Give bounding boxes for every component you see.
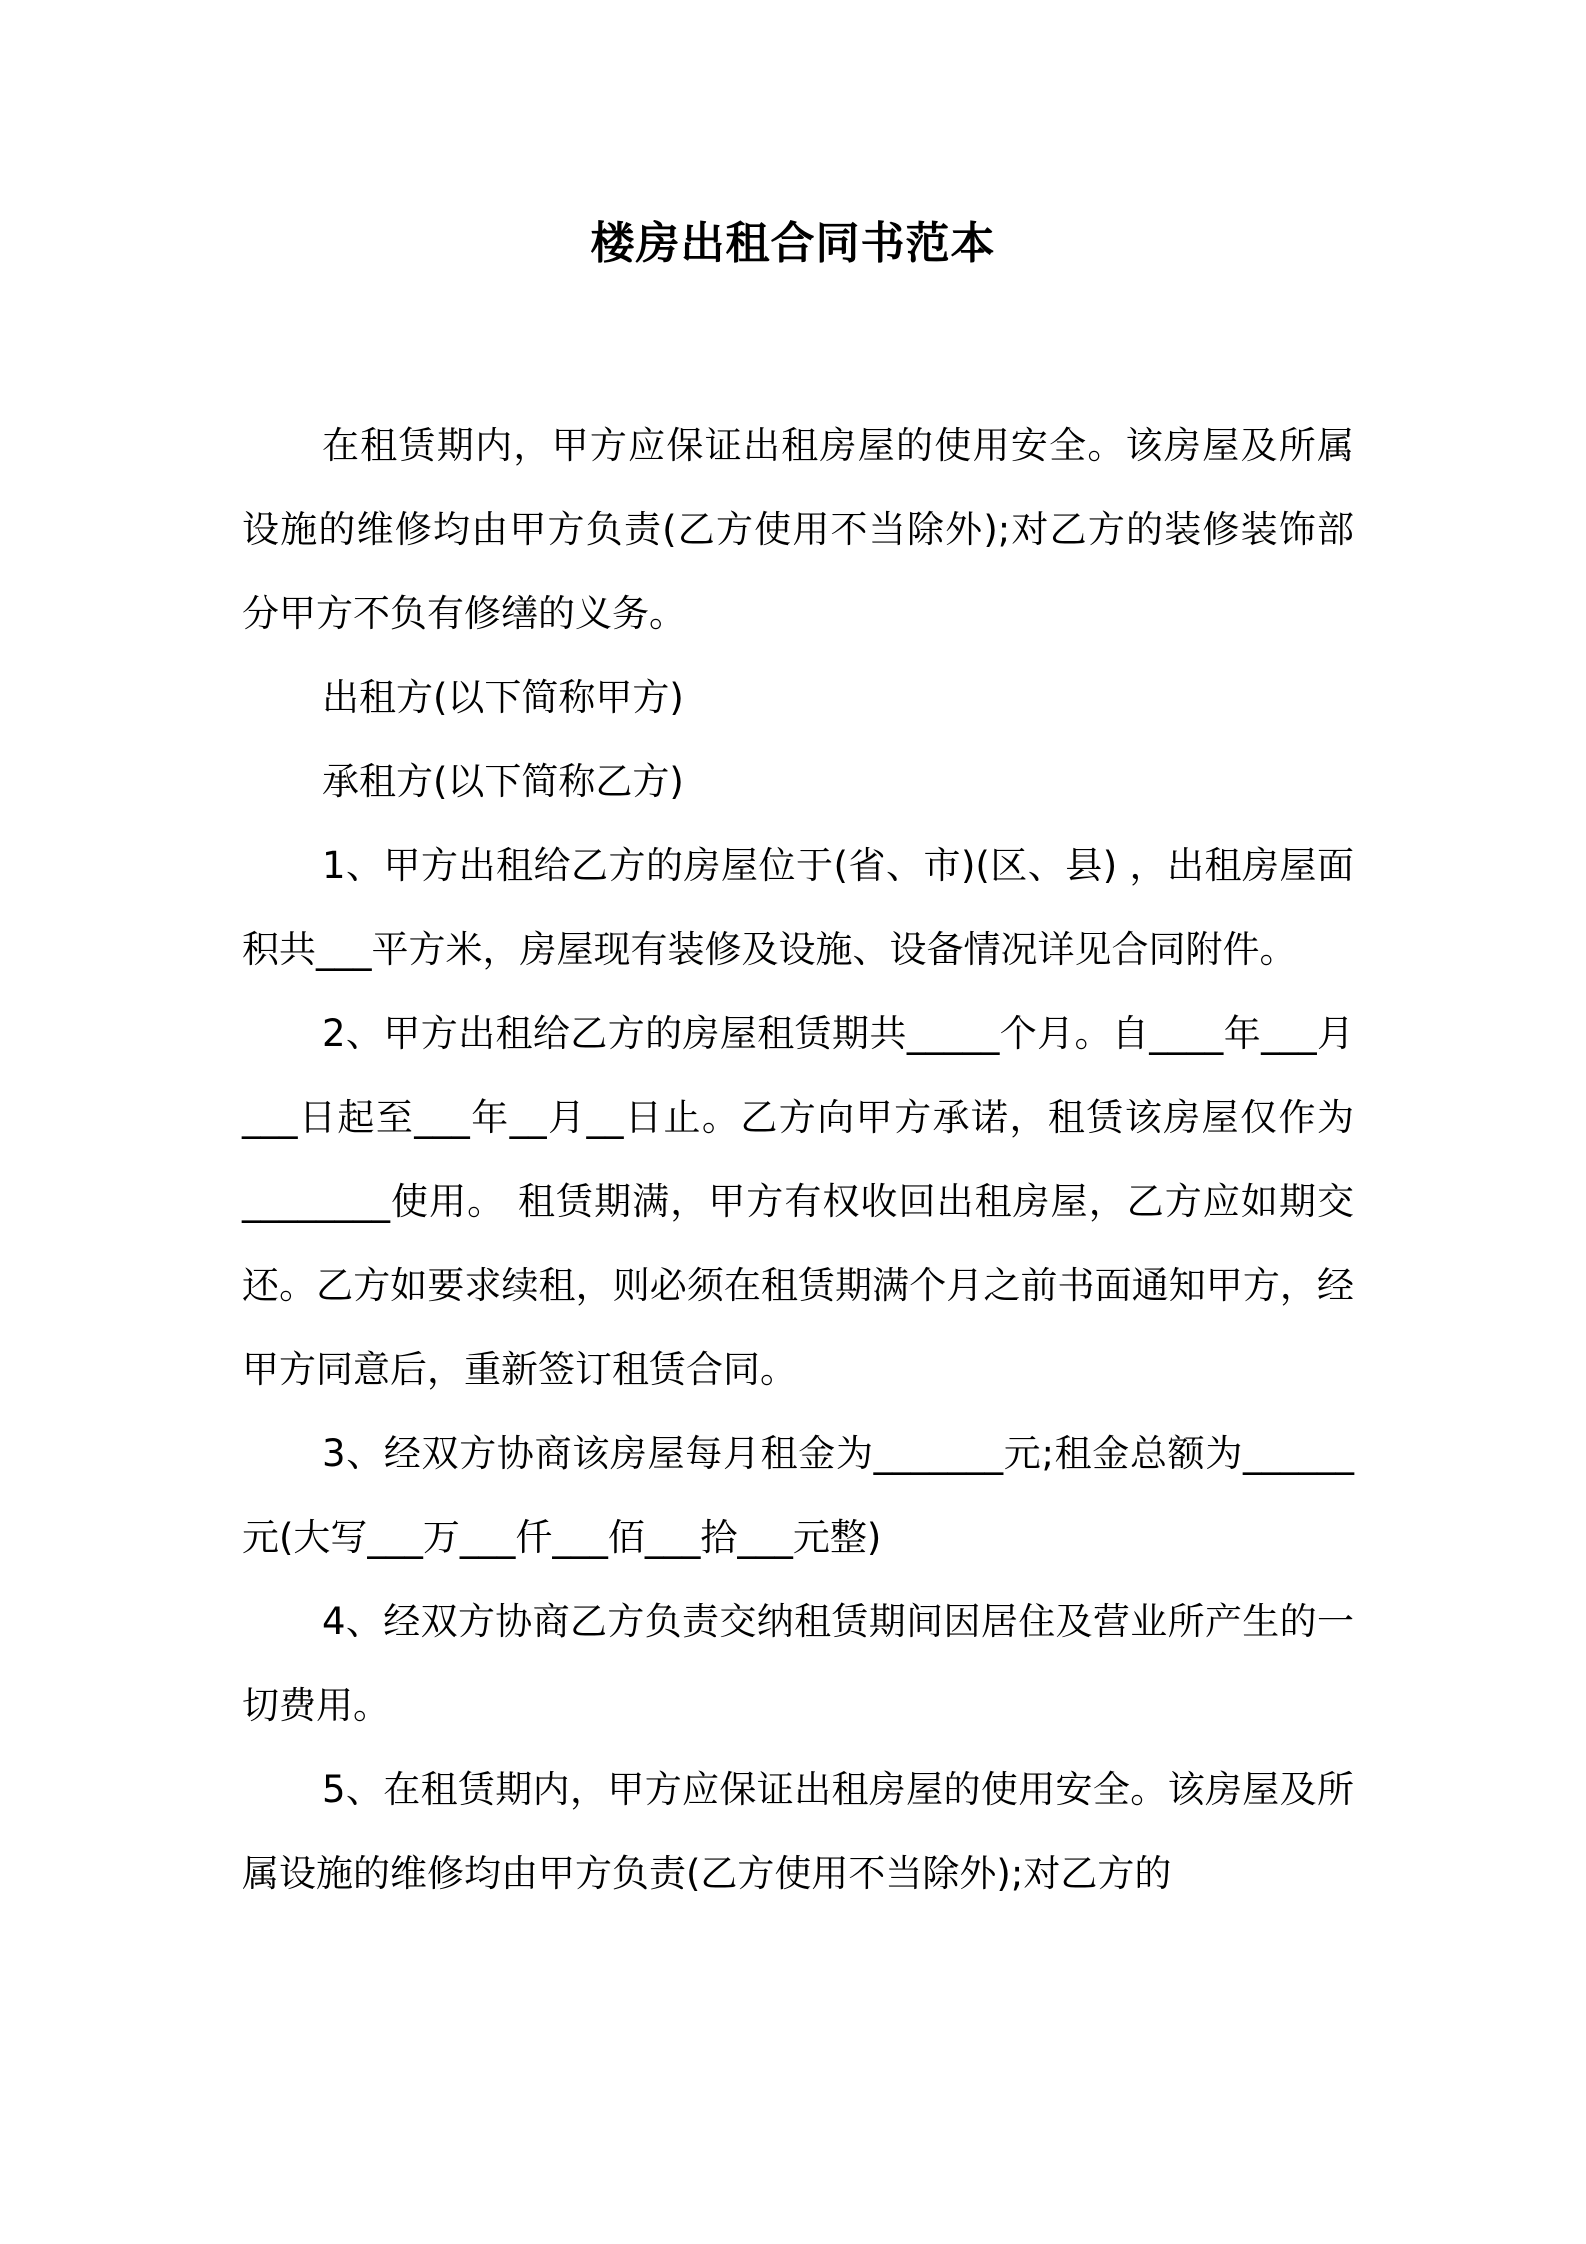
clause-2: 2、甲方出租给乙方的房屋租赁期共_____个月。自____年___月___日起至___年__月__日止。乙方向甲方承诺，租赁该房屋仅作为 ________使用。 租赁期满，甲方有权收回出租房屋，乙方应如期交还。乙方如要求续租，则必须在租赁期满个月之前书面通知甲方，经甲方同意后，重新签订租赁合同。 (242, 1012, 1354, 1391)
clause-1: 1、甲方出租给乙方的房屋位于(省、市)(区、县) ，出租房屋面积共___平方米，房屋现有装修及设施、设备情况详见合同附件。 (242, 844, 1354, 971)
clause-3: 3、经双方协商该房屋每月租金为_______元;租金总额为______元(大写___万___仟___佰___拾___元整) (242, 1432, 1354, 1559)
page-title: 楼房出租合同书范本 (590, 218, 996, 269)
paragraph-lessor: 出租方(以下简称甲方) (322, 676, 684, 719)
clause-4: 4、经双方协商乙方负责交纳租赁期间因居住及营业所产生的一切费用。 (242, 1600, 1354, 1727)
clause-5: 5、在租赁期内，甲方应保证出租房屋的使用安全。该房屋及所属设施的维修均由甲方负责(乙方使用不当除外);对乙方的 (242, 1768, 1354, 1895)
paragraph-lessee: 承租方(以下简称乙方) (322, 760, 684, 803)
document-body (242, 404, 1354, 1916)
paragraph-intro: 在租赁期内，甲方应保证出租房屋的使用安全。该房屋及所属设施的维修均由甲方负责(乙方使用不当除外);对乙方的装修装饰部分甲方不负有修缮的义务。 (242, 424, 1354, 635)
